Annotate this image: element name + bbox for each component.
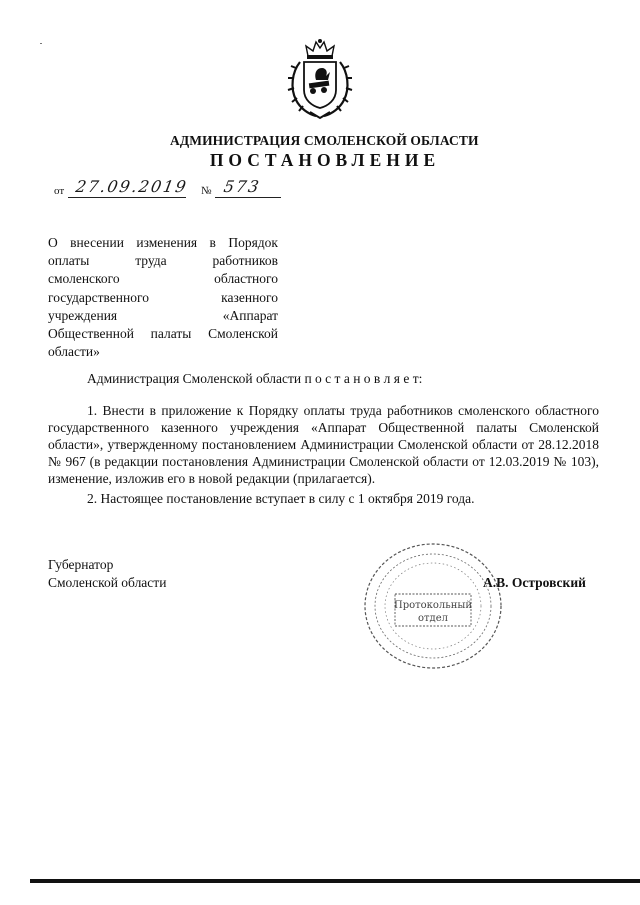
date-value: 27.09.2019: [74, 177, 190, 196]
date-underline: [68, 197, 186, 198]
subject-line: области»: [48, 344, 100, 360]
date-number-row: [52, 178, 292, 200]
subject-line: смоленского областного: [48, 271, 278, 287]
signatory-name: А.В. Островский: [483, 575, 586, 590]
body-paragraph: 2. Настоящее постановление вступает в силу с 1 октября 2019 года.: [87, 491, 475, 506]
number-value: 573: [222, 177, 263, 196]
subject-line: Общественной палаты Смоленской: [48, 326, 278, 342]
bottom-scan-bar: [30, 879, 640, 883]
subject-line: оплаты труда работников: [48, 253, 278, 269]
resolution-intro: Администрация Смоленской области п о с т а н о в л я е т:: [87, 371, 423, 386]
subject-line: О внесении изменения в Порядок: [48, 235, 278, 250]
signatory-position: [48, 556, 166, 592]
position-line: Смоленской области: [48, 575, 167, 590]
date-prefix: от: [54, 185, 65, 197]
subject-line: учреждения «Аппарат: [48, 307, 278, 323]
number-prefix: №: [201, 185, 212, 197]
resolution-body: [48, 402, 599, 507]
stamp-inner-line2: отдел: [418, 613, 448, 624]
stamp-inner-line1: Протокольный: [393, 600, 473, 611]
subject-block: [48, 234, 278, 361]
organization-title: АДМИНИСТРАЦИЯ СМОЛЕНСКОЙ ОБЛАСТИ: [170, 133, 479, 148]
position-line: Губернатор: [48, 557, 114, 572]
official-stamp: [360, 540, 510, 672]
subject-line: государственного казенного: [48, 289, 278, 305]
document-type-title: ПОСТАНОВЛЕНИЕ: [209, 150, 441, 170]
number-underline: [215, 197, 281, 198]
smolensk-coat-of-arms-icon: [286, 38, 354, 120]
body-paragraph: 1. Внести в приложение к Порядку оплаты труда работников смоленского областного государственного казенного учреждения «Аппарат Общественной палаты Смоленской области», утвержденному постановлением Администрации Смоленской области от 28.12.2018 № 967 (в редакции постановления Администрации Смоленской области от 12.03.2019 № 103), изменение, изложив его в новой редакции (прилагается).: [48, 403, 599, 486]
scan-speck: [40, 43, 42, 44]
